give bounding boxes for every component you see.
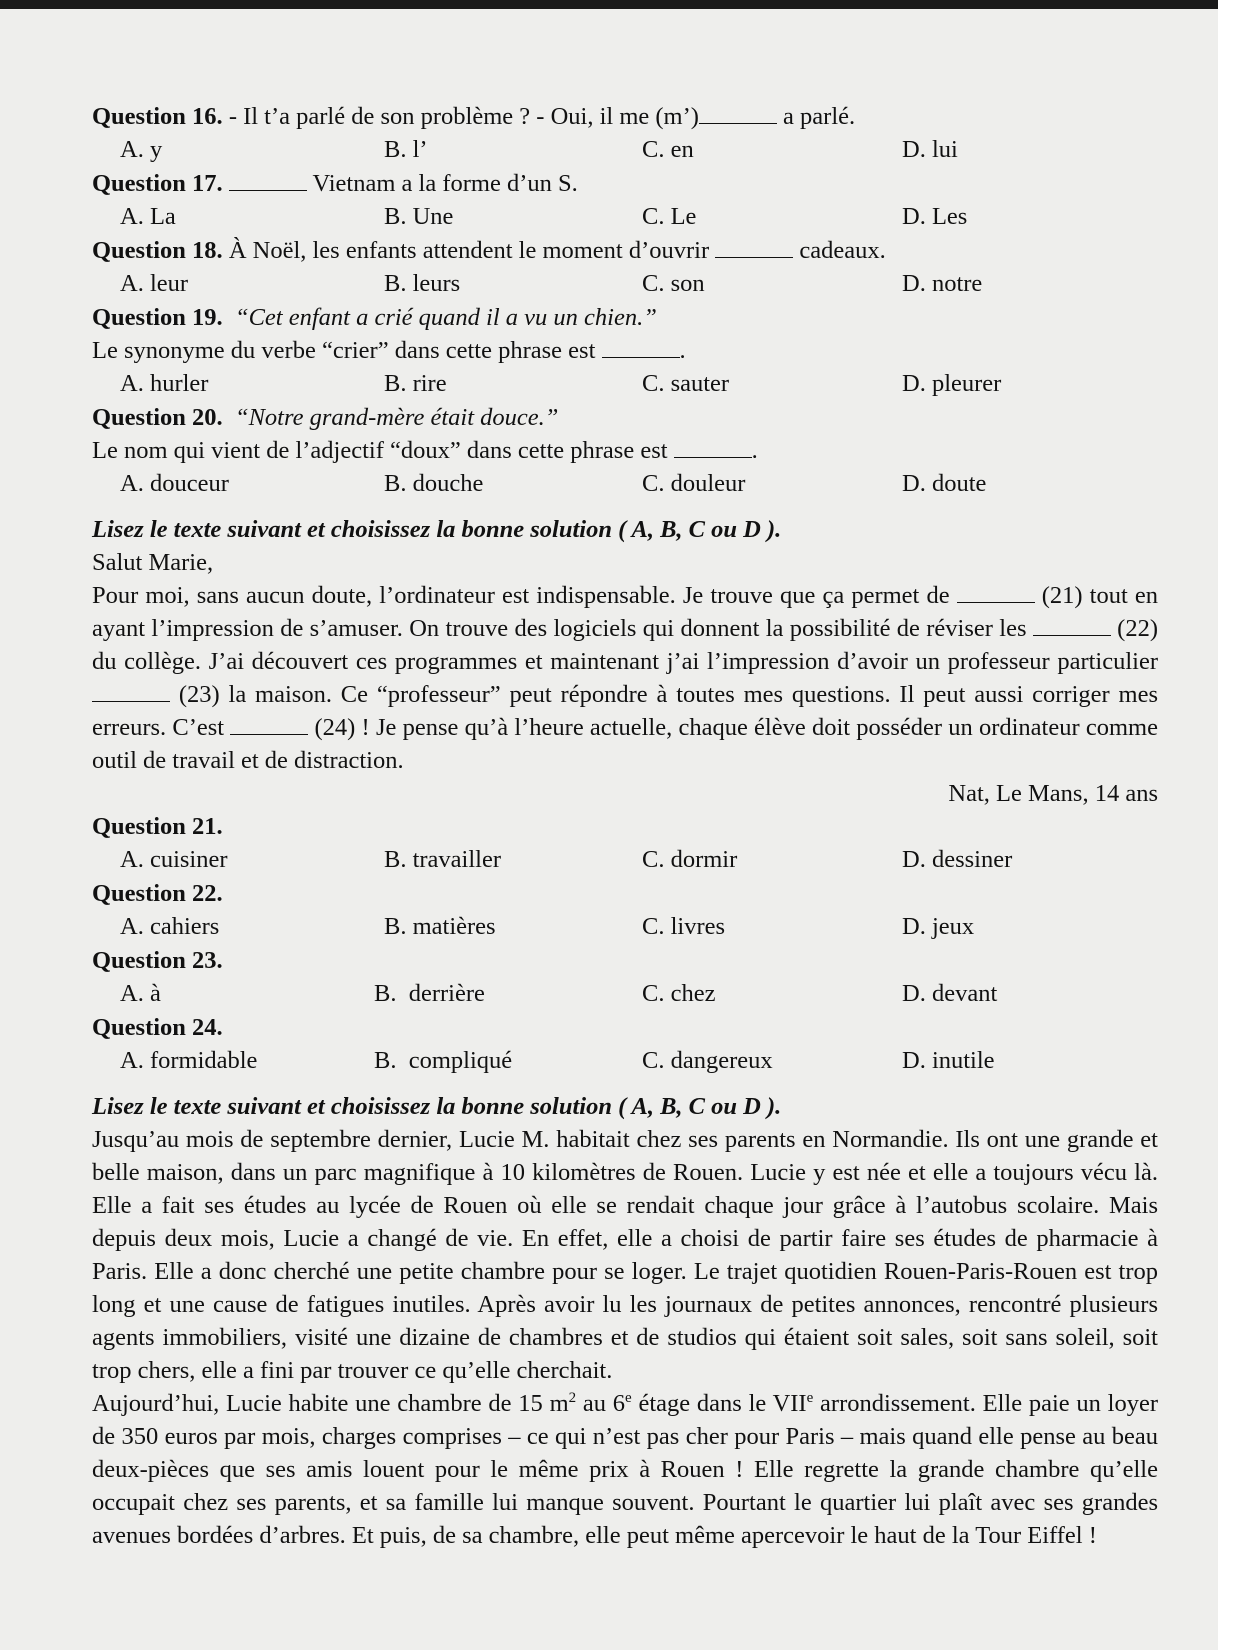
option-c: C. livres (642, 913, 726, 940)
options-21 (92, 843, 1158, 877)
reading-instruction-2: Lisez le texte suivant et choisissez la bonne solution ( A, B, C ou D ). (92, 1093, 782, 1120)
option-b: B. leurs (384, 270, 461, 297)
question-16 (92, 100, 1158, 133)
scan-right-margin (1218, 0, 1240, 1650)
question-19 (92, 301, 1158, 334)
option-b: B. rire (384, 370, 447, 397)
letter-text: (21) tout en ayant l’impression de s’amuser. On trouve des logiciels qui donnent la possibilité de réviser les (92, 582, 1159, 642)
question-text-end: . (679, 337, 686, 364)
question-20 (92, 401, 1158, 434)
letter-body (92, 579, 1158, 777)
option-a: A. cahiers (120, 913, 220, 940)
options-16 (92, 133, 1158, 167)
blank-23 (92, 683, 170, 702)
options-17 (92, 200, 1158, 234)
question-label: Question 20. (92, 404, 223, 431)
reading-text: étage dans le VII (631, 1390, 807, 1417)
options-22 (92, 910, 1158, 944)
option-d: D. dessiner (902, 846, 1013, 873)
question-label: Question 16. (92, 103, 223, 130)
answer-blank (715, 239, 793, 258)
question-label: Question 18. (92, 237, 223, 264)
option-d: D. doute (902, 470, 987, 497)
question-17 (92, 167, 1158, 200)
option-c: C. chez (642, 980, 716, 1007)
options-18 (92, 267, 1158, 301)
question-text: À Noël, les enfants attendent le moment d’ouvrir (222, 237, 716, 264)
blank-24 (230, 716, 308, 735)
answer-blank (699, 105, 777, 124)
options-20 (92, 467, 1158, 501)
option-d: D. devant (902, 980, 998, 1007)
letter-text: (23) la maison. Ce “professeur” peut répondre à toutes mes questions. Il peut aussi corriger mes erreurs. C’est (92, 681, 1158, 741)
letter-signature: Nat, Le Mans, 14 ans (948, 780, 1158, 807)
question-24 (92, 1011, 1158, 1044)
option-d: D. jeux (902, 913, 975, 940)
option-a: A. leur (120, 270, 189, 297)
reading-text: Aujourd’hui, Lucie habite une chambre de 15 m (92, 1390, 569, 1417)
answer-blank (674, 439, 752, 458)
question-quote: “Notre grand-mère était douce.” (234, 404, 559, 431)
option-b: B. compliqué (374, 1047, 513, 1074)
option-c: C. Le (642, 203, 697, 230)
option-b: B. travailler (384, 846, 502, 873)
superscript: e (806, 1389, 814, 1406)
question-text-end: a parlé. (776, 103, 856, 130)
question-text: Le synonyme du verbe “crier” dans cette phrase est (92, 337, 602, 364)
option-b: B. Une (384, 203, 454, 230)
option-c: C. dormir (642, 846, 738, 873)
option-a: A. à (120, 980, 161, 1007)
question-20-prompt (92, 434, 1158, 467)
reading-text: au 6 (576, 1390, 626, 1417)
question-text-end: Vietnam a la forme d’un S. (306, 170, 578, 197)
blank-21 (957, 584, 1035, 603)
superscript: e (625, 1389, 632, 1406)
question-text-end: . (751, 437, 758, 464)
option-d: D. pleurer (902, 370, 1002, 397)
scan-top-border (0, 0, 1240, 9)
option-a: A. formidable (120, 1047, 258, 1074)
option-d: D. Les (902, 203, 968, 230)
letter-text: (24) ! Je pense qu’à l’heure actuelle, chaque élève doit posséder un ordinateur comme outil de travail et de distraction. (92, 714, 1158, 774)
question-22 (92, 877, 1158, 910)
answer-blank (229, 172, 307, 191)
options-19 (92, 367, 1158, 401)
option-a: A. douceur (120, 470, 229, 497)
question-21 (92, 810, 1158, 843)
blank-22 (1033, 617, 1111, 636)
question-quote: “Cet enfant a crié quand il a vu un chien.” (234, 304, 657, 331)
option-a: A. La (120, 203, 176, 230)
question-label: Question 24. (92, 1014, 223, 1041)
option-d: D. lui (902, 136, 958, 163)
reading-instruction: Lisez le texte suivant et choisissez la bonne solution ( A, B, C ou D ). (92, 516, 782, 543)
exam-page (92, 100, 1158, 1552)
option-c: C. douleur (642, 470, 746, 497)
question-19-prompt (92, 334, 1158, 367)
question-label: Question 17. (92, 170, 223, 197)
option-c: C. sauter (642, 370, 730, 397)
option-d: D. inutile (902, 1047, 995, 1074)
reading-text: arrondissement. Elle paie un loyer de 350 euros par mois, charges comprises – ce qui n’est pas cher pour Paris – mais quand elle pense au beau deux-pièces que ses amis louent pour le même prix à Rouen ! Elle regrette la grande chambre qu’elle occupait chez ses parents, et sa famille lui manque souvent. Pourtant le quartier lui plaît avec ses grandes avenues bordées d’arbres. Et puis, de sa chambre, elle peut même apercevoir le haut de la Tour Eiffel ! (92, 1390, 1159, 1549)
question-text: Le nom qui vient de l’adjectif “doux” dans cette phrase est (92, 437, 674, 464)
option-b: B. douche (384, 470, 484, 497)
option-b: B. l’ (384, 136, 428, 163)
option-a: A. y (120, 136, 163, 163)
question-23 (92, 944, 1158, 977)
question-text-end: cadeaux. (793, 237, 886, 264)
letter-text: (22) du collège. J’ai découvert ces programmes et maintenant j’ai l’impression d’avoir un professeur particulier (92, 615, 1158, 675)
letter-text: Pour moi, sans aucun doute, l’ordinateur est indispensable. Je trouve que ça permet de (92, 582, 957, 609)
question-label: Question 22. (92, 880, 223, 907)
question-label: Question 21. (92, 813, 223, 840)
question-label: Question 19. (92, 304, 223, 331)
answer-blank (602, 339, 680, 358)
superscript: 2 (568, 1389, 577, 1406)
question-text: - Il t’a parlé de son problème ? - Oui, il me (m’) (222, 103, 699, 130)
options-24 (92, 1044, 1158, 1078)
option-a: A. cuisiner (120, 846, 228, 873)
reading-paragraph-2 (92, 1387, 1158, 1552)
option-c: C. son (642, 270, 705, 297)
option-c: C. en (642, 136, 694, 163)
option-a: A. hurler (120, 370, 209, 397)
question-label: Question 23. (92, 947, 223, 974)
option-d: D. notre (902, 270, 983, 297)
reading-paragraph-1: Jusqu’au mois de septembre dernier, Lucie M. habitait chez ses parents en Normandie. Ils ont une grande et belle maison, dans un parc magnifique à 10 kilomètres de Rouen. Lucie y est née et elle a toujours vécu là. Elle a fait ses études au lycée de Rouen où elle se rendait chaque jour grâce à l’autobus scolaire. Mais depuis deux mois, Lucie a changé de vie. En effet, elle a choisi de partir faire ses études de pharmacie à Paris. Elle a donc cherché une petite chambre pour se loger. Le trajet quotidien Rouen-Paris-Rouen est trop long et une cause de fatigues inutiles. Après avoir lu les journaux de petites annonces, rencontré plusieurs agents immobiliers, visité une dizaine de chambres et de studios qui étaient soit sales, soit sans soleil, soit trop chers, elle a fini par trouver ce qu’elle cherchait. (92, 1126, 1158, 1384)
letter-greeting: Salut Marie, (92, 549, 214, 576)
option-b: B. matières (384, 913, 496, 940)
question-18 (92, 234, 1158, 267)
options-23 (92, 977, 1158, 1011)
option-b: B. derrière (374, 980, 485, 1007)
option-c: C. dangereux (642, 1047, 773, 1074)
